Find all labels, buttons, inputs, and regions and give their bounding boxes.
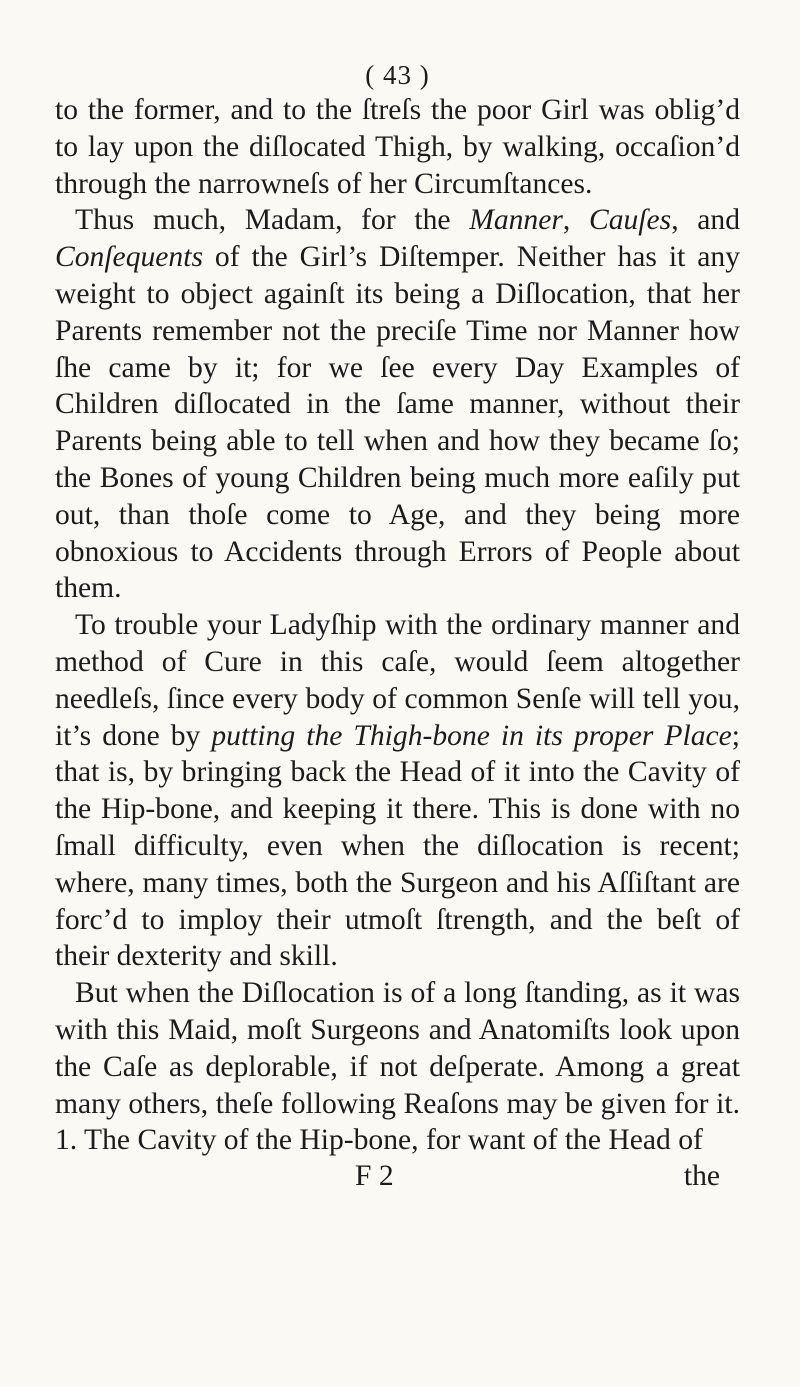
- text-run: ,: [562, 204, 589, 237]
- italic-text: Cauſes: [588, 204, 672, 237]
- text-run: To trouble your Ladyſhip with the ordinary manner and method of Cure in this caſe, would ſeem altogether needleſs, ſince every body of common Senſe will tell you, it’s done by: [55, 609, 740, 752]
- text-run: But when the Diſlocation is of a long ſtanding, as it was with this Maid, moſt Surgeons and Anatomiſts look upon the Caſe as deplorable, if not deſperate. Among a great many others, theſe following Reaſons may be given for it. 1. The Cavity of the Hip-bone, for want of the Head of: [55, 977, 740, 1157]
- text-run: , and: [671, 204, 740, 237]
- paragraph: [55, 202, 740, 607]
- italic-text: Manner: [469, 204, 563, 237]
- italic-text: Conſequents: [55, 241, 203, 274]
- text-run: Thus much, Madam, for the: [75, 204, 470, 237]
- text-run: of the Girl’s Diſtemper. Neither has it any weight to object againſt its being a Diſlocation, that her Parents remember not the preciſe Time nor Manner how ſhe came by it; for we ſee every Day Examples of Children diſlocated in the ſame manner, without their Parents being able to tell when and how they became ſo; the Bones of young Children being much more eaſily put out, than thoſe come to Age, and they being more obnoxious to Accidents through Errors of People about them.: [55, 241, 740, 605]
- body-text: [55, 92, 740, 1159]
- catchword: the: [683, 1160, 720, 1193]
- signature-mark: F 2: [355, 1160, 394, 1193]
- text-run: to the former, and to the ſtreſs the poor Girl was oblig’d to lay upon the diſlocated Thigh, by walking, occaſion’d through the narrowneſs of her Circumſtances.: [55, 94, 740, 200]
- italic-text: putting the Thigh-bone in its proper Place: [211, 719, 732, 752]
- paragraph: [55, 975, 740, 1159]
- page-footer: [55, 1159, 740, 1193]
- paragraph: [55, 92, 740, 202]
- page-number: ( 43 ): [365, 60, 430, 90]
- paragraph: [55, 607, 740, 975]
- text-run: ; that is, by bringing back the Head of it into the Cavity of the Hip-bone, and keeping it there. This is done with no ſmall difficulty, even when the diſlocation is recent; where, many times, both the Surgeon and his Aſſiſtant are forc’d to imploy their utmoſt ſtrength, and the beſt of their dexterity and skill.: [55, 719, 740, 973]
